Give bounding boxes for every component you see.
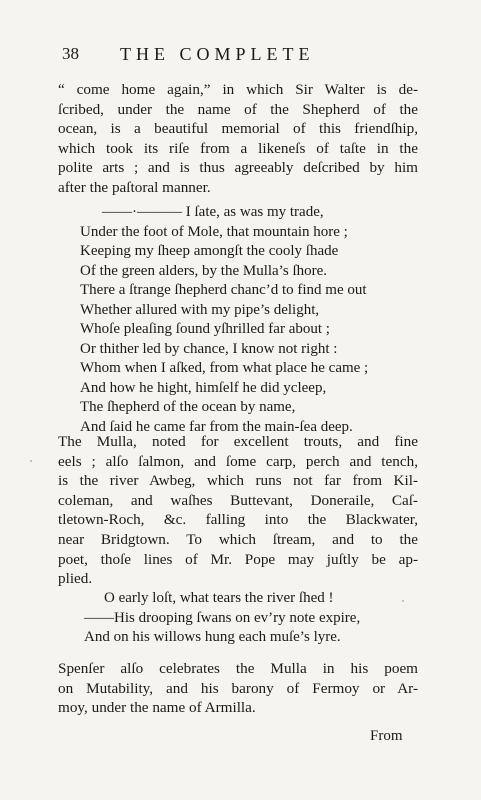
text-line: near Bridgtown. To which ſtream, and to the xyxy=(58,530,418,548)
text-line: ocean, is a beautiful memorial of this friendſhip, xyxy=(58,120,418,138)
text-line: is the river Awbeg, which runs not far from Kil- xyxy=(58,472,418,490)
text-line: plied. xyxy=(58,570,93,588)
paragraph-2 xyxy=(58,432,418,589)
verse-line: And how he hight, himſelf he did ycleep, xyxy=(80,379,327,396)
verse-line: The ſhepherd of the ocean by name, xyxy=(80,399,296,415)
page-number: 38 xyxy=(62,44,79,63)
text-line: eels ; alſo ſalmon, and ſome carp, perch and tench, xyxy=(58,452,418,470)
running-title: THE COMPLETE xyxy=(120,44,315,64)
text-line: ſcribed, under the name of the Shepherd of the xyxy=(58,100,418,118)
verse-line: Keeping my ſheep amongſt the cooly ſhade xyxy=(80,243,339,259)
print-speck xyxy=(30,460,32,462)
text-line: after the paſtoral manner. xyxy=(58,178,211,196)
text-line: The Mulla, noted for excellent trouts, and fine xyxy=(58,433,418,450)
verse-line: There a ſtrange ſhepherd chanc’d to find me out xyxy=(80,282,367,298)
text-line: on Mutability, and his barony of Fermoy or Ar- xyxy=(58,679,418,697)
text-line: which took its riſe from a likeneſs of taſte in the xyxy=(58,139,418,157)
verse-line: Whom when I aſked, from what place he came ; xyxy=(80,360,369,376)
verse-line: ——His drooping ſwans on ev’ry note expire, xyxy=(84,609,361,626)
running-head xyxy=(62,44,422,68)
verse-line: Of the green alders, by the Mulla’s ſhore. xyxy=(80,262,328,279)
text-line: Spenſer alſo celebrates the Mulla in his poem xyxy=(58,660,418,677)
verse-line: Whether allured with my pipe’s delight, xyxy=(80,301,320,318)
text-line: moy, under the name of Armilla. xyxy=(58,699,256,717)
text-line: tletown-Roch, &c. falling into the Blackwater, xyxy=(58,511,418,529)
verse-line: Under the foot of Mole, that mountain hore ; xyxy=(80,223,348,240)
verse-line: Whoſe pleaſing ſound yſhrilled far about ; xyxy=(80,321,330,337)
paragraph-3 xyxy=(58,659,418,718)
text-line: poet, thoſe lines of Mr. Pope may juſtly be ap- xyxy=(58,550,418,568)
paragraph-1 xyxy=(58,80,418,198)
verse-line: O early loſt, what tears the river ſhed ! xyxy=(104,590,334,606)
verse-line: And on his willows hung each muſe’s lyre. xyxy=(84,629,341,645)
verse-line: ——·——— I ſate, as was my trade, xyxy=(102,204,324,220)
verse-quotation-2 xyxy=(84,589,414,648)
catchword: From xyxy=(370,728,403,744)
verse-line: And ſaid he came far from the main-ſea deep. xyxy=(80,418,353,435)
print-speck xyxy=(402,600,404,602)
text-line: coleman, and waſhes Buttevant, Doneraile, Caſ- xyxy=(58,491,418,509)
text-line: “ come home again,” in which Sir Walter is de- xyxy=(58,81,418,98)
verse-quotation-1 xyxy=(80,203,420,437)
text-line: polite arts ; and is thus agreeably deſcribed by him xyxy=(58,159,418,177)
verse-line: Or thither led by chance, I know not right : xyxy=(80,340,338,357)
